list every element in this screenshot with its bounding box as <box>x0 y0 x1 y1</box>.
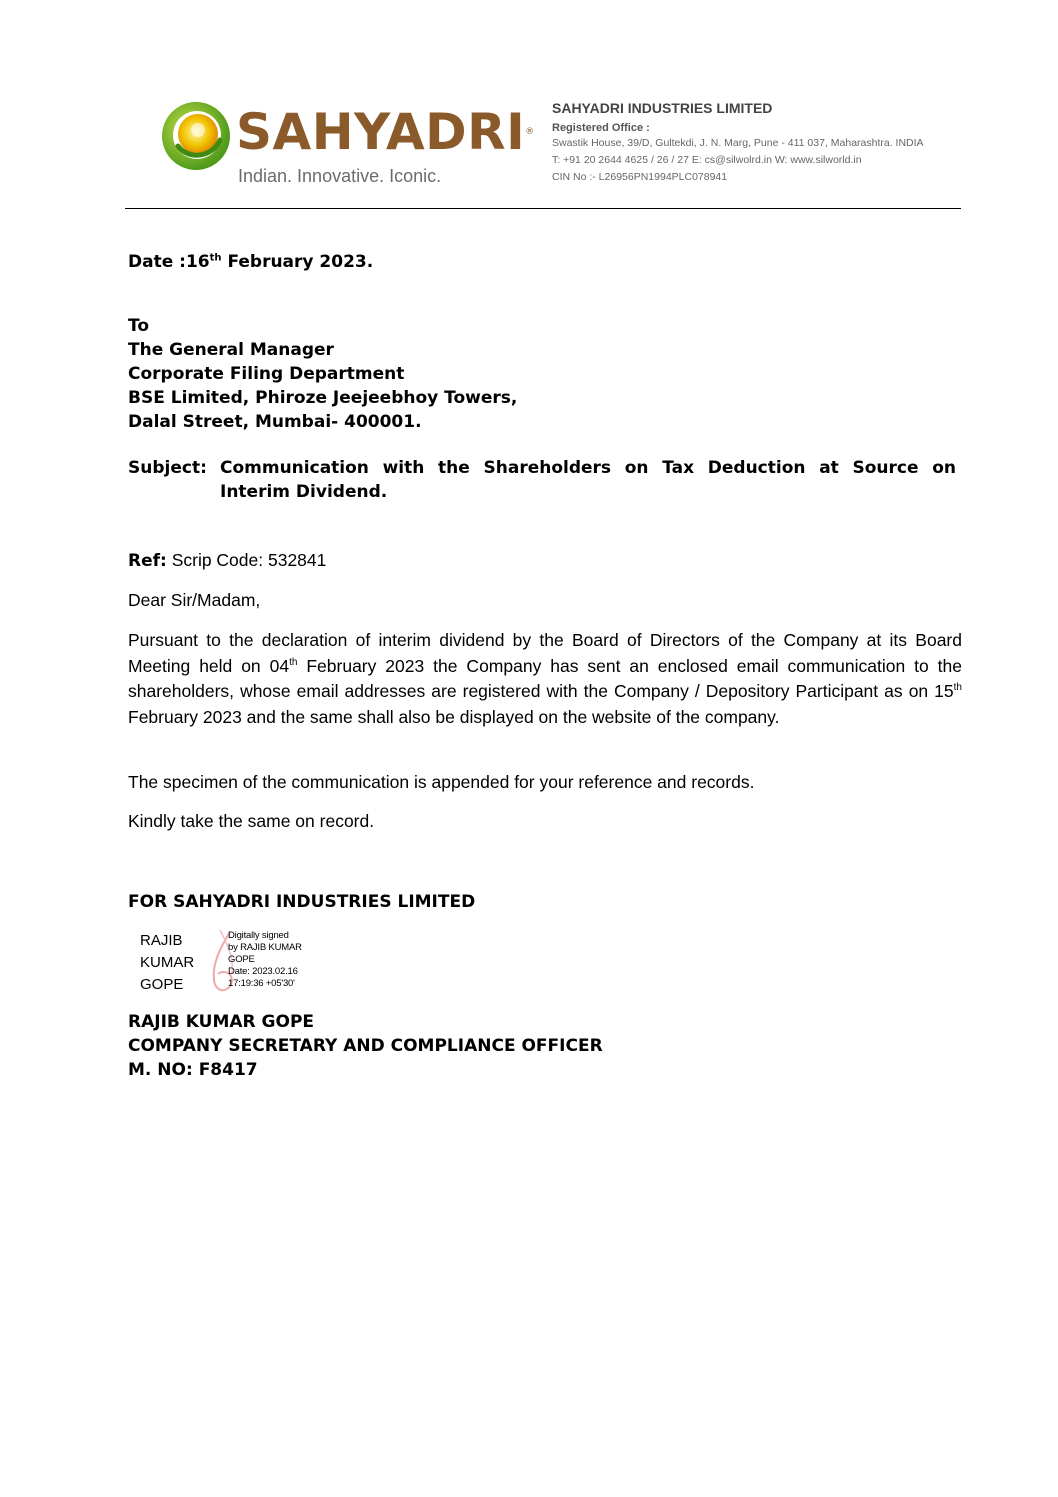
for-company-line: FOR SAHYADRI INDUSTRIES LIMITED <box>128 892 476 912</box>
registered-office-label: Registered Office : <box>552 122 650 134</box>
body-paragraph: The specimen of the communication is appended for your reference and records. <box>128 772 755 792</box>
sahyadri-logo-icon <box>160 100 232 172</box>
company-name: SAHYADRI INDUSTRIES LIMITED <box>552 100 773 116</box>
company-cin: CIN No :- L26956PN1994PLC078941 <box>552 171 728 183</box>
logo-tagline: Indian. Innovative. Iconic. <box>238 166 442 186</box>
signatory-membership: M. NO: F8417 <box>128 1060 258 1080</box>
signature-details: Digitally signed by RAJIB KUMAR GOPE Date: 2023.02.16 17:19:36 +05'30' <box>228 930 302 989</box>
company-contact: T: +91 20 2644 4625 / 26 / 27 E: cs@silwolrd.in W: www.silworld.in <box>552 154 862 166</box>
logo-wordmark: SAHYADRI® <box>236 103 535 161</box>
reference-text: Scrip Code: 532841 <box>166 550 327 570</box>
signatory-designation: COMPANY SECRETARY AND COMPLIANCE OFFICER <box>128 1036 603 1056</box>
letter-date: Date :16th February 2023. <box>128 252 374 272</box>
registered-mark: ® <box>525 127 535 137</box>
subject-label: Subject: <box>128 458 207 478</box>
address-line: Corporate Filing Department <box>128 364 405 384</box>
subject-line: Communication with the Shareholders on Tax Deduction at Source on <box>220 458 956 478</box>
body-paragraph: Kindly take the same on record. <box>128 811 375 831</box>
subject-text <box>220 456 956 504</box>
salutation: Dear Sir/Madam, <box>128 590 261 610</box>
digital-signature <box>140 928 340 998</box>
recipient-address <box>128 314 517 434</box>
header-divider <box>125 208 961 209</box>
reference-label: Ref: <box>128 551 167 571</box>
company-details <box>552 99 972 186</box>
address-line: The General Manager <box>128 340 334 360</box>
body-paragraph: Pursuant to the declaration of interim dividend by the Board of Directors of the Company at its Board Meeting held on 04th February 2023 the Company has sent an enclosed email communication to the shareholders, whose email addresses are registered with the Company / Depository Participant as on 15th February 2023 and the same shall also be displayed on the website of the company. <box>128 630 962 727</box>
signatory-name: RAJIB KUMAR GOPE <box>128 1012 315 1032</box>
address-line: BSE Limited, Phiroze Jeejeebhoy Towers, <box>128 388 518 408</box>
company-address: Swastik House, 39/D, Gultekdi, J. N. Marg, Pune - 411 037, Maharashtra. INDIA <box>552 137 924 149</box>
address-line: Dalal Street, Mumbai- 400001. <box>128 412 422 432</box>
signatory-block <box>128 1010 603 1082</box>
reference-line <box>128 550 326 571</box>
subject-line: Interim Dividend. <box>220 482 388 502</box>
address-line: To <box>128 316 150 336</box>
company-logo <box>160 100 535 190</box>
signature-name: RAJIB KUMAR GOPE <box>140 932 195 993</box>
